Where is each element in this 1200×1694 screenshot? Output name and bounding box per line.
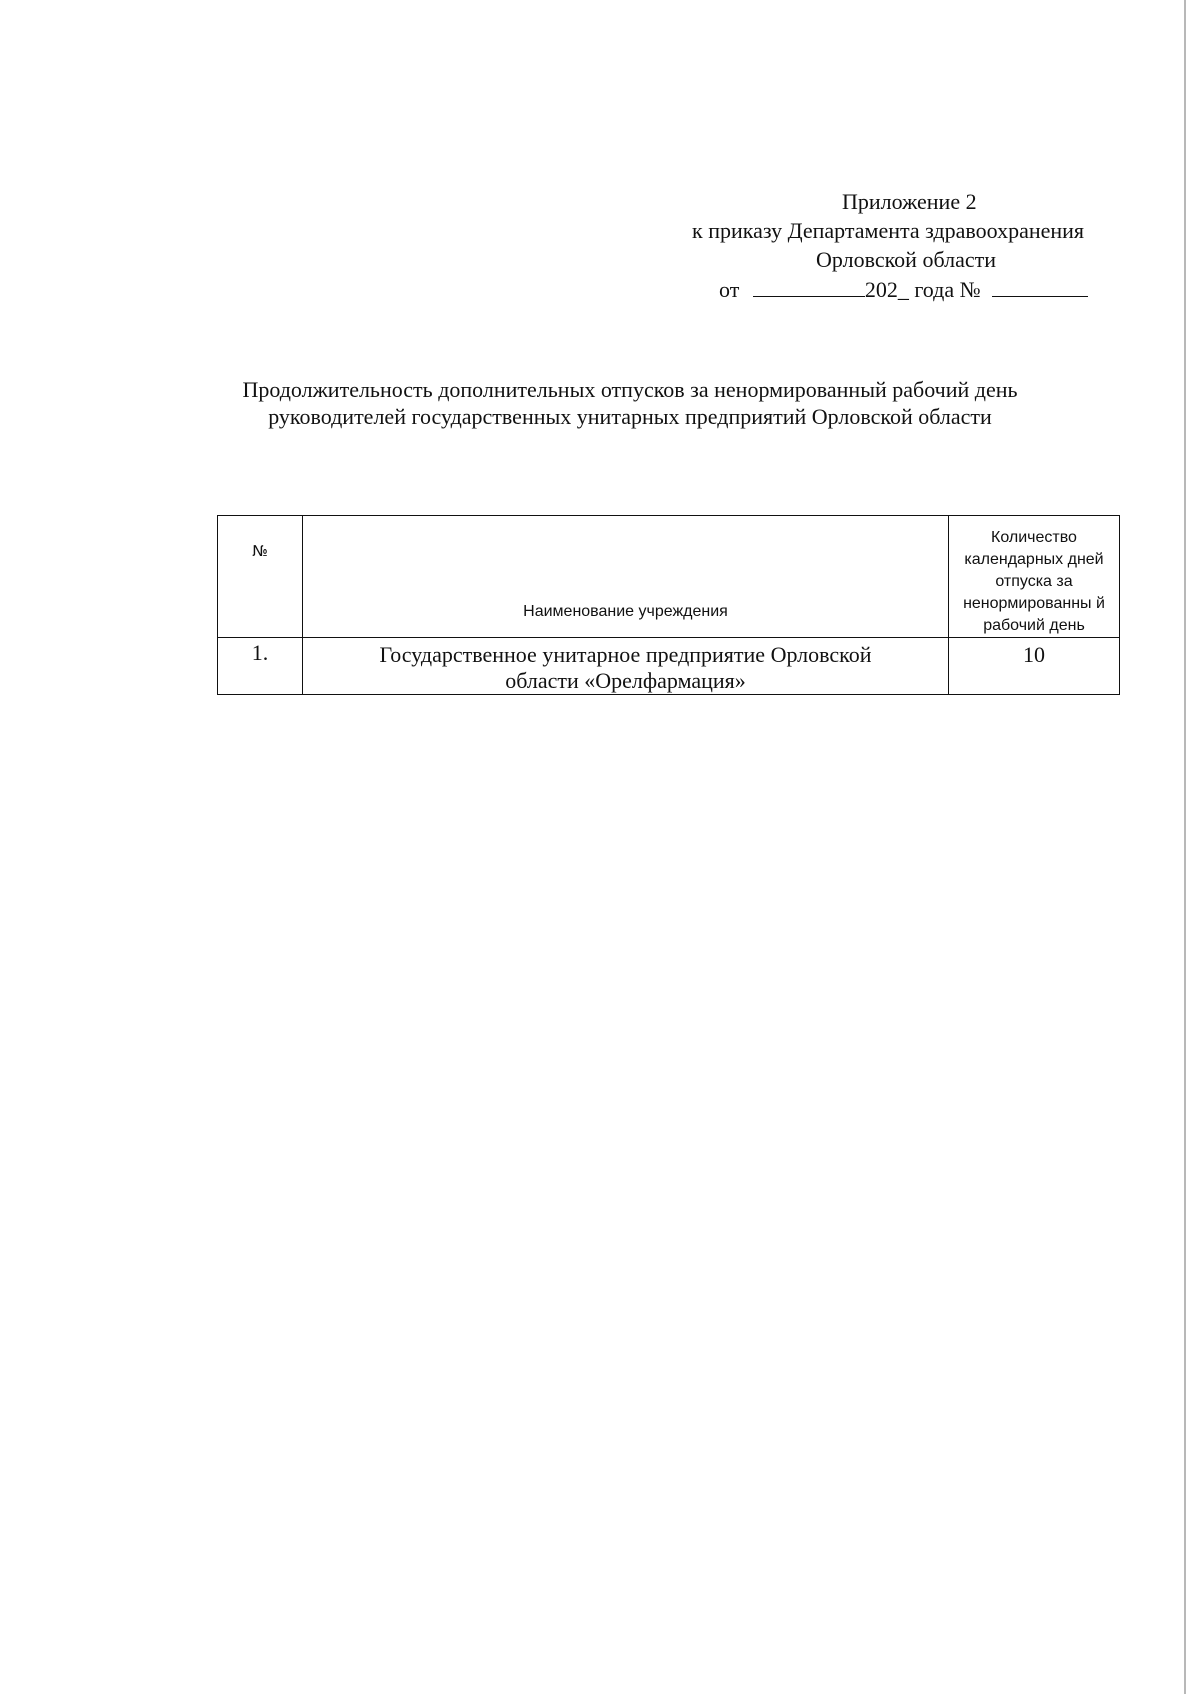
date-blank — [753, 276, 865, 297]
table-row — [218, 638, 1120, 695]
title-line-2: руководителей государственных унитарных предприятий Орловской области — [268, 404, 992, 429]
scan-edge-line — [1184, 0, 1186, 1694]
appendix-date-line — [719, 276, 1088, 304]
document-title — [200, 376, 1060, 430]
title-line-1: Продолжительность дополнительных отпусков за ненормированный рабочий день — [242, 377, 1018, 402]
row-institution-name: Государственное унитарное предприятие Орловской области «Орелфармация» — [303, 638, 949, 695]
year-text: 202_ года № — [864, 277, 981, 302]
header-number: № — [218, 516, 303, 638]
date-prefix: от — [719, 277, 740, 302]
row-number: 1. — [218, 638, 303, 695]
order-number-blank — [992, 276, 1088, 297]
vacation-table — [217, 515, 1120, 695]
appendix-order-reference: к приказу Департамента здравоохранения — [692, 218, 1085, 243]
row-days: 10 — [949, 638, 1120, 695]
table-header-row — [218, 516, 1120, 638]
header-name: Наименование учреждения — [303, 516, 949, 638]
header-days: Количество календарных дней отпуска за ненормированны й рабочий день — [949, 516, 1120, 638]
appendix-region: Орловской области — [816, 247, 996, 272]
appendix-number: Приложение 2 — [842, 189, 977, 214]
